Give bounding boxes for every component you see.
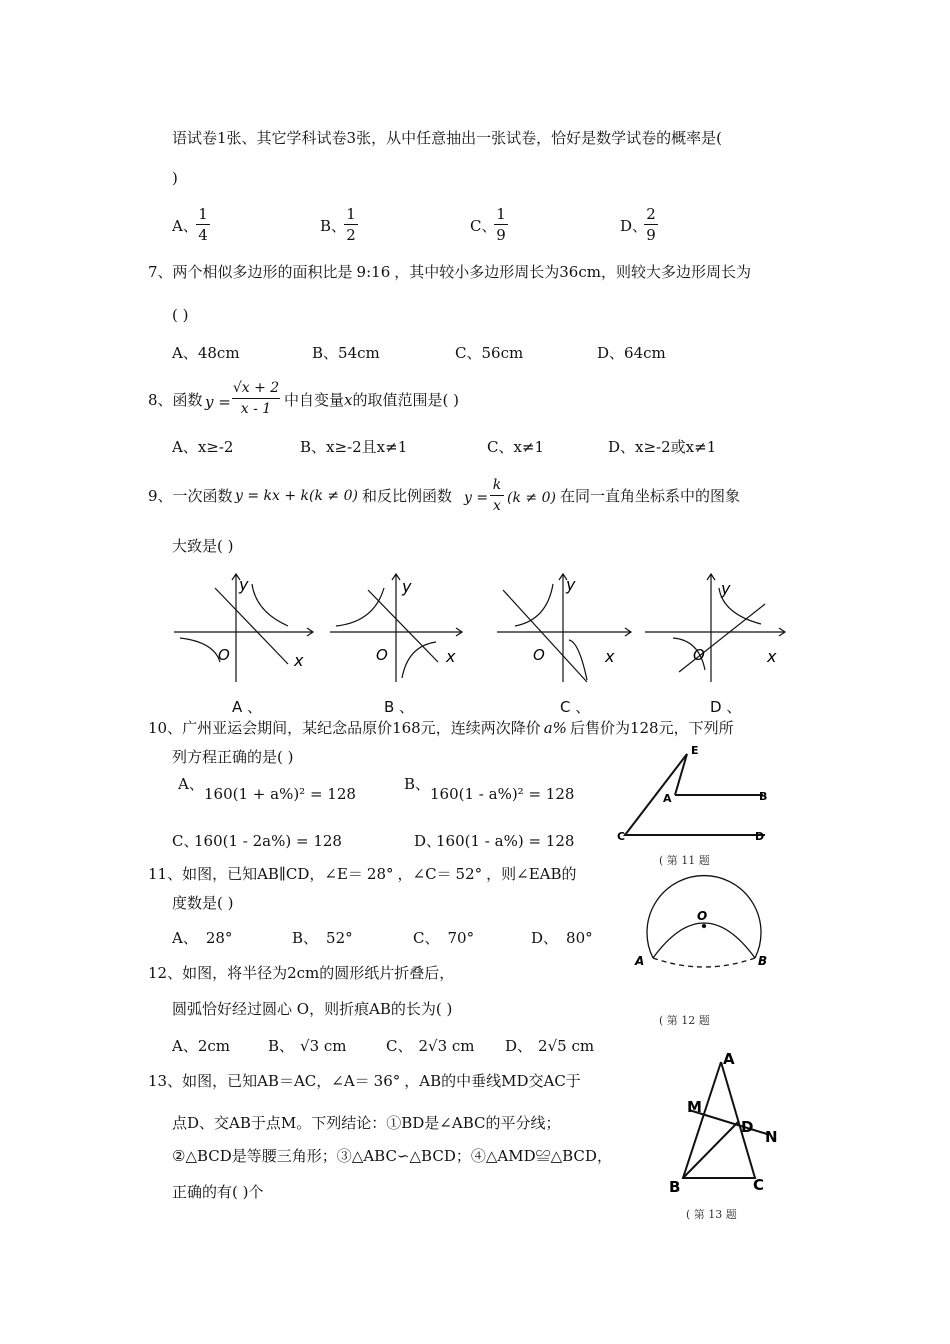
q11-option-d-label: D、: [531, 929, 559, 947]
q11-stem: [148, 864, 577, 884]
q10-stem-b: 后售价为128元，下列所: [569, 719, 734, 737]
q9-c-x: x: [605, 647, 615, 666]
q7-option-b: B、54cm: [312, 344, 380, 362]
q6-option-c-label: C、: [470, 217, 497, 235]
q9-a-y: y: [239, 575, 249, 594]
q8-option-d: D、x≥-2或x≠1: [608, 438, 717, 456]
q10-stem: [148, 718, 734, 738]
q9-graph-d-label: D 、: [710, 698, 742, 716]
q10-option-c-label: C、: [172, 832, 199, 850]
q12-option-b: [268, 1036, 347, 1056]
q13-label-a: A: [723, 1050, 735, 1068]
q9-b-y: y: [402, 577, 412, 596]
q12-figure: [625, 868, 775, 973]
q11-option-b-label: B、: [292, 929, 319, 947]
q10-option-d-label: D、: [414, 832, 442, 850]
q8-y-eq: y =: [205, 393, 231, 411]
q12-option-d-label: D、: [505, 1037, 533, 1055]
q6-option-d-label: D、: [620, 217, 648, 235]
q9-f2-right: (k ≠ 0): [507, 490, 556, 506]
q9-d-o: O: [693, 646, 705, 664]
q12-label-o: O: [697, 909, 708, 923]
q8-stem-b: [284, 390, 459, 410]
q7-option-d: D、64cm: [597, 344, 666, 362]
q13-label-m: M: [687, 1098, 702, 1116]
q11-label-b: B: [759, 790, 768, 803]
q13-label-b: B: [669, 1178, 681, 1196]
q7-paren: ( ): [172, 306, 189, 324]
q9-graph-b: [328, 570, 478, 685]
q10-line2: 列方程正确的是( ): [172, 748, 294, 766]
q9-f2-left: y =: [464, 490, 489, 506]
q8-option-c: C、x≠1: [487, 438, 545, 456]
q11-figure-caption: ( 第 11 题: [659, 854, 710, 867]
q7-stem-a: 7、两个相似多边形的面积比是: [148, 263, 353, 281]
q13-label-d: D: [741, 1118, 754, 1136]
q10-option-b-expr: 160(1 - a%)² = 128: [430, 785, 575, 803]
q13-line4: 正确的有( )个: [172, 1183, 264, 1201]
q9-line2: 大致是( ): [172, 537, 234, 555]
q11-angle-e: 28°: [366, 865, 394, 883]
q9-a-x: x: [294, 651, 304, 670]
q12-line1: 12、如图，将半径为2cm的圆形纸片折叠后，: [148, 964, 455, 982]
q9-b-o: O: [376, 646, 388, 664]
q11-option-a: [172, 928, 232, 948]
q10-option-d-expr: 160(1 - a%) = 128: [436, 832, 575, 850]
q11-angle-c: 52°: [455, 865, 483, 883]
q9-graph-b-label: B 、: [384, 698, 415, 716]
q9-graph-a-label: A 、: [232, 698, 263, 716]
q7-stem-b: ，其中较小多边形周长为36cm，则较大多边形周长为: [394, 263, 751, 281]
q6-option-d-fraction: 2 9: [644, 205, 658, 244]
q13-figure: [665, 1050, 785, 1195]
q11-stem-b: ，∠C＝: [397, 865, 452, 883]
q8-stem-c: 的取值范围是( ): [352, 391, 459, 409]
q11-option-a-val: 28°: [205, 929, 233, 947]
q12-line2: 圆弧恰好经过圆心 O，则折痕AB的长为( ): [172, 1000, 453, 1018]
q9-graph-c-label: C 、: [560, 698, 591, 716]
q11-option-c-val: 70°: [447, 929, 475, 947]
q10-option-b-label: B、: [404, 775, 431, 793]
q12-option-a-label: A、: [172, 1037, 198, 1055]
q7-stem: [148, 262, 751, 282]
q12-option-c: [386, 1036, 475, 1056]
q12-option-b-label: B、: [268, 1037, 295, 1055]
q9-graph-c: [495, 570, 635, 685]
q7-option-c: C、56cm: [455, 344, 524, 362]
q11-option-c: [413, 928, 474, 948]
q6-option-b-fraction: 1 2: [344, 205, 358, 244]
q8-option-b: B、x≥-2且x≠1: [300, 438, 408, 456]
q7-option-a: A、48cm: [172, 344, 240, 362]
q8-stem-b-text: 中自变量: [284, 391, 345, 409]
q11-option-a-label: A、: [172, 929, 198, 947]
q10-pct: a%: [543, 719, 567, 737]
q12-option-b-val: √3 cm: [300, 1037, 347, 1055]
q13-line2: 点D、交AB于点M。下列结论：①BD是∠ABC的平分线；: [172, 1114, 561, 1132]
q11-label-d: D: [755, 830, 765, 843]
q11-label-a: A: [663, 792, 672, 805]
q7-ratio: 9:16: [356, 263, 391, 281]
q11-option-d: [531, 928, 593, 948]
q8-stem-a: 8、函数: [148, 391, 203, 409]
q9-graph-d: [643, 570, 793, 685]
q9-d-x: x: [767, 647, 777, 666]
q11-label-c: C: [617, 830, 626, 843]
q13-stem-b: ，AB的中垂线MD交AC于: [404, 1072, 581, 1090]
q11-option-c-label: C、: [413, 929, 440, 947]
q11-option-d-val: 80°: [566, 929, 593, 947]
q10-option-c-expr: 160(1 - 2a%) = 128: [194, 832, 342, 850]
q6-option-a-label: A、: [172, 217, 198, 235]
q6-option-b-label: B、: [320, 217, 347, 235]
q12-option-c-label: C、: [386, 1037, 413, 1055]
q9-graph-a: [170, 570, 320, 685]
q8-option-a: A、x≥-2: [172, 438, 234, 456]
q11-figure: [615, 740, 785, 845]
q10-option-a-label: A、: [178, 775, 204, 793]
q12-option-d: [505, 1036, 594, 1056]
q13-label-n: N: [765, 1128, 778, 1146]
q13-line3: ②△BCD是等腰三角形；③△ABC∽△BCD；④△AMD≌△BCD，: [172, 1147, 612, 1165]
q13-stem-a: 13、如图，已知AB＝AC，∠A＝: [148, 1072, 370, 1090]
q6-option-c-fraction: 1 9: [494, 205, 508, 244]
q9-stem-b: 和反比例函数: [362, 487, 453, 505]
q12-option-c-val: 2√3 cm: [418, 1037, 475, 1055]
q8-fraction: √x + 2 x - 1: [232, 380, 280, 417]
q6-stem: 语试卷1张、其它学科试卷3张，从中任意抽出一张试卷，恰好是数学试卷的概率是(: [172, 129, 722, 147]
q6-paren: ): [172, 169, 178, 187]
q9-b-x: x: [446, 647, 456, 666]
q10-option-a-expr: 160(1 + a%)² = 128: [204, 785, 356, 803]
q9-linear-function: y = kx + k(k ≠ 0): [235, 488, 358, 504]
q10-stem-a: 10、广州亚运会期间，某纪念品原价168元，连续两次降价: [148, 719, 541, 737]
q13-angle: 36°: [373, 1072, 401, 1090]
q11-line2: 度数是( ): [172, 894, 234, 912]
q11-stem-c: ，则∠EAB的: [486, 865, 577, 883]
q11-option-b-val: 52°: [326, 929, 353, 947]
q11-option-b: [292, 928, 353, 948]
q13-stem: [148, 1071, 581, 1091]
q11-label-e: E: [691, 744, 699, 757]
q12-option-a: [172, 1036, 230, 1056]
q13-figure-caption: ( 第 13 题: [686, 1208, 737, 1221]
q11-stem-a: 11、如图，已知AB∥CD，∠E＝: [148, 865, 363, 883]
q9-a-o: O: [218, 646, 230, 664]
q9-d-y: y: [721, 579, 731, 598]
q9-f2-fraction: k x: [490, 476, 504, 515]
q9-stem-c: 在同一直角坐标系中的图象: [560, 487, 741, 505]
q12-label-a: A: [635, 954, 645, 968]
q13-label-c: C: [753, 1176, 765, 1194]
q9-c-y: y: [566, 575, 576, 594]
q12-option-a-val: 2cm: [197, 1037, 231, 1055]
q12-label-b: B: [758, 954, 768, 968]
q8-var: x: [344, 391, 353, 409]
q12-figure-caption: ( 第 12 题: [659, 1014, 710, 1027]
q9-stem-a: 9、一次函数: [148, 487, 233, 505]
q12-option-d-val: 2√5 cm: [538, 1037, 595, 1055]
q6-option-a-fraction: 1 4: [196, 205, 210, 244]
q9-c-o: O: [533, 646, 545, 664]
